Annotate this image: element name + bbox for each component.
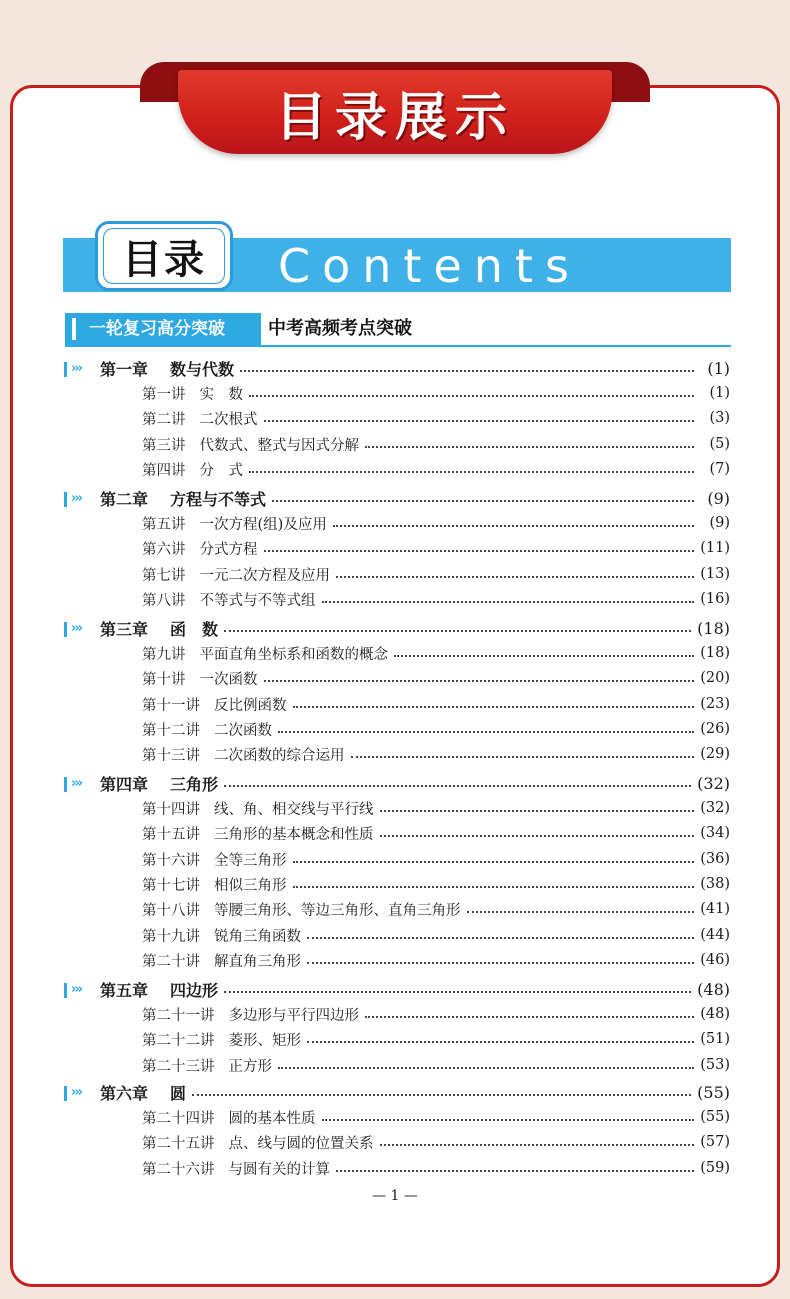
toc-chapter[interactable] [64,1081,730,1103]
leader-dots [224,991,691,993]
toc-lecture[interactable] [142,822,730,844]
lecture-number: 第四讲 [142,462,186,479]
lecture-title: 正方形 [228,1058,272,1075]
leader-dots [336,1170,694,1172]
toc-lecture[interactable] [142,693,730,715]
chapter-number: 第二章 [100,489,149,509]
lecture-title: 等腰三角形、等边三角形、直角三角形 [214,902,461,919]
leader-dots [322,601,695,603]
chevron-right-icon: ››› [64,621,100,636]
chapter-title: 四边形 [170,980,219,1000]
lecture-page: (7) [709,461,730,477]
lecture-title: 不等式与不等式组 [199,592,316,609]
chevron-right-icon: ››› [64,1085,100,1100]
lecture-title: 实 数 [199,386,243,403]
lecture-page: (38) [700,876,730,892]
lecture-page: (32) [700,800,730,816]
title-banner [140,62,650,154]
section-divider [65,345,731,347]
lecture-number: 第十讲 [142,671,186,688]
toc-lecture[interactable] [142,458,730,480]
lecture-page: (20) [700,670,730,686]
toc-lecture[interactable] [142,848,730,870]
chapter-number: 第四章 [100,774,149,794]
leader-dots [467,911,695,913]
lecture-number: 第二讲 [142,411,186,428]
lecture-title: 分 式 [199,462,243,479]
lecture-title: 菱形、矩形 [228,1032,301,1049]
toc-lecture[interactable] [142,949,730,971]
banner-title: 目录展示 [274,87,515,148]
toc-chapter[interactable] [64,772,730,794]
lecture-page: (55) [700,1109,730,1125]
chapter-title: 方程与不等式 [170,489,267,509]
leader-dots [224,630,691,632]
lecture-number: 第十九讲 [142,928,200,945]
lecture-number: 第五讲 [142,516,186,533]
lecture-number: 第二十五讲 [142,1135,215,1152]
toc-lecture[interactable] [142,537,730,559]
chapter-page: (18) [697,618,730,638]
lecture-title: 二次函数 [214,722,272,739]
toc-chapter[interactable] [64,487,730,509]
lecture-page: (16) [700,591,730,607]
chevron-right-icon: ››› [64,361,100,376]
chapter-title: 三角形 [170,774,219,794]
chapter-number: 第六章 [100,1083,149,1103]
toc-lecture[interactable] [142,1131,730,1153]
toc-lecture[interactable] [142,743,730,765]
leader-dots [365,1016,694,1018]
lecture-number: 第二十四讲 [142,1110,215,1127]
lecture-page: (1) [709,385,730,401]
leader-dots [293,886,695,888]
toc-lecture[interactable] [142,924,730,946]
leader-dots [322,1119,695,1121]
leader-dots [293,861,695,863]
lecture-page: (34) [700,825,730,841]
lecture-title: 二次根式 [199,411,258,428]
lecture-number: 第二十六讲 [142,1161,215,1178]
leader-dots [336,576,694,578]
lecture-title: 与圆有关的计算 [228,1161,330,1178]
lecture-number: 第二十二讲 [142,1032,215,1049]
lecture-page: (51) [700,1031,730,1047]
toc-lecture[interactable] [142,1054,730,1076]
page-number: — 1 — [372,1188,418,1204]
lecture-title: 一次方程(组)及应用 [199,516,327,533]
leader-dots [264,550,695,552]
lecture-page: (11) [700,540,730,556]
lecture-number: 第三讲 [142,437,186,454]
chapter-title: 圆 [170,1083,187,1103]
lecture-number: 第十三讲 [142,747,200,764]
leader-dots [394,655,694,657]
lecture-page: (53) [700,1057,730,1073]
leader-dots [264,680,695,682]
toc-lecture[interactable] [142,588,730,610]
chevron-right-icon: ››› [64,491,100,506]
lecture-title: 多边形与平行四边形 [228,1007,359,1024]
chapter-number: 第一章 [100,359,149,379]
toc-lecture[interactable] [142,382,730,404]
lecture-page: (36) [700,851,730,867]
lecture-number: 第十八讲 [142,902,200,919]
lecture-page: (44) [700,927,730,943]
lecture-title: 圆的基本性质 [228,1110,316,1127]
leader-dots [192,1094,691,1096]
leader-dots [307,1041,694,1043]
lecture-page: (13) [700,566,730,582]
lecture-title: 点、线与圆的位置关系 [228,1135,374,1152]
lecture-title: 二次函数的综合运用 [214,747,345,764]
toc-chapter[interactable] [64,357,730,379]
toc-lecture[interactable] [142,718,730,740]
lecture-title: 线、角、相交线与平行线 [214,801,374,818]
leader-dots [240,370,694,372]
toc-lecture[interactable] [142,1003,730,1025]
leader-dots [249,395,694,397]
chapter-page: (1) [707,358,730,378]
lecture-page: (3) [709,410,730,426]
lecture-number: 第九讲 [142,646,186,663]
lecture-page: (48) [700,1006,730,1022]
chapter-page: (55) [697,1082,730,1102]
lecture-number: 第十七讲 [142,877,200,894]
toc-chapter[interactable] [64,978,730,1000]
toc-lecture[interactable] [142,512,730,534]
toc-lecture[interactable] [142,433,730,455]
lecture-title: 反比例函数 [214,697,287,714]
leader-dots [380,1144,695,1146]
lecture-number: 第十一讲 [142,697,200,714]
lecture-title: 三角形的基本概念和性质 [214,826,374,843]
chapter-page: (32) [697,773,730,793]
lecture-title: 全等三角形 [214,852,287,869]
toc-chapter[interactable] [64,617,730,639]
lecture-title: 平面直角坐标系和函数的概念 [199,646,388,663]
lecture-number: 第一讲 [142,386,186,403]
lecture-page: (59) [700,1160,730,1176]
lecture-number: 第二十一讲 [142,1007,215,1024]
contents-badge-label: 目录 [103,228,225,284]
leader-dots [365,446,694,448]
lecture-title: 一元二次方程及应用 [199,567,330,584]
lecture-page: (57) [700,1134,730,1150]
lecture-title: 解直角三角形 [214,953,301,970]
lecture-page: (29) [700,746,730,762]
lecture-page: (41) [700,901,730,917]
toc-lecture[interactable] [142,873,730,895]
section-label: 一轮复习高分突破 [65,313,261,345]
lecture-page: (46) [700,952,730,968]
chapter-number: 第五章 [100,980,149,1000]
lecture-page: (18) [700,645,730,661]
contents-badge [95,221,233,291]
lecture-page: (23) [700,696,730,712]
contents-english-title: Contents [278,239,581,293]
leader-dots [272,500,694,502]
leader-dots [380,835,695,837]
leader-dots [307,937,694,939]
chevron-right-icon: ››› [64,982,100,997]
chapter-title: 数与代数 [170,359,235,379]
lecture-number: 第八讲 [142,592,186,609]
toc-lecture[interactable] [142,667,730,689]
lecture-number: 第六讲 [142,541,186,558]
banner-ribbon [178,70,612,154]
lecture-title: 锐角三角函数 [214,928,301,945]
toc-lecture[interactable] [142,563,730,585]
leader-dots [224,785,691,787]
chapter-number: 第三章 [100,619,149,639]
toc-lecture[interactable] [142,407,730,429]
lecture-title: 一次函数 [199,671,258,688]
lecture-number: 第十二讲 [142,722,200,739]
toc-lecture[interactable] [142,1106,730,1128]
leader-dots [293,706,695,708]
lecture-number: 第十四讲 [142,801,200,818]
lecture-page: (26) [700,721,730,737]
section-subtitle: 中考高频考点突破 [268,318,412,339]
toc-lecture[interactable] [142,1157,730,1179]
lecture-page: (5) [709,436,730,452]
chapter-title: 函 数 [170,619,219,639]
leader-dots [249,471,694,473]
leader-dots [380,810,695,812]
toc-lecture[interactable] [142,797,730,819]
lecture-number: 第七讲 [142,567,186,584]
lecture-title: 分式方程 [199,541,258,558]
leader-dots [278,731,694,733]
toc-lecture[interactable] [142,898,730,920]
lecture-title: 相似三角形 [214,877,287,894]
lecture-number: 第二十讲 [142,953,200,970]
lecture-number: 第二十三讲 [142,1058,215,1075]
leader-dots [333,525,694,527]
chapter-page: (9) [707,488,730,508]
leader-dots [264,420,695,422]
leader-dots [307,962,694,964]
leader-dots [351,756,695,758]
chevron-right-icon: ››› [64,776,100,791]
lecture-number: 第十五讲 [142,826,200,843]
toc-lecture[interactable] [142,642,730,664]
chapter-page: (48) [697,979,730,999]
lecture-number: 第十六讲 [142,852,200,869]
toc-lecture[interactable] [142,1028,730,1050]
lecture-page: (9) [709,515,730,531]
lecture-title: 代数式、整式与因式分解 [199,437,359,454]
leader-dots [278,1067,694,1069]
